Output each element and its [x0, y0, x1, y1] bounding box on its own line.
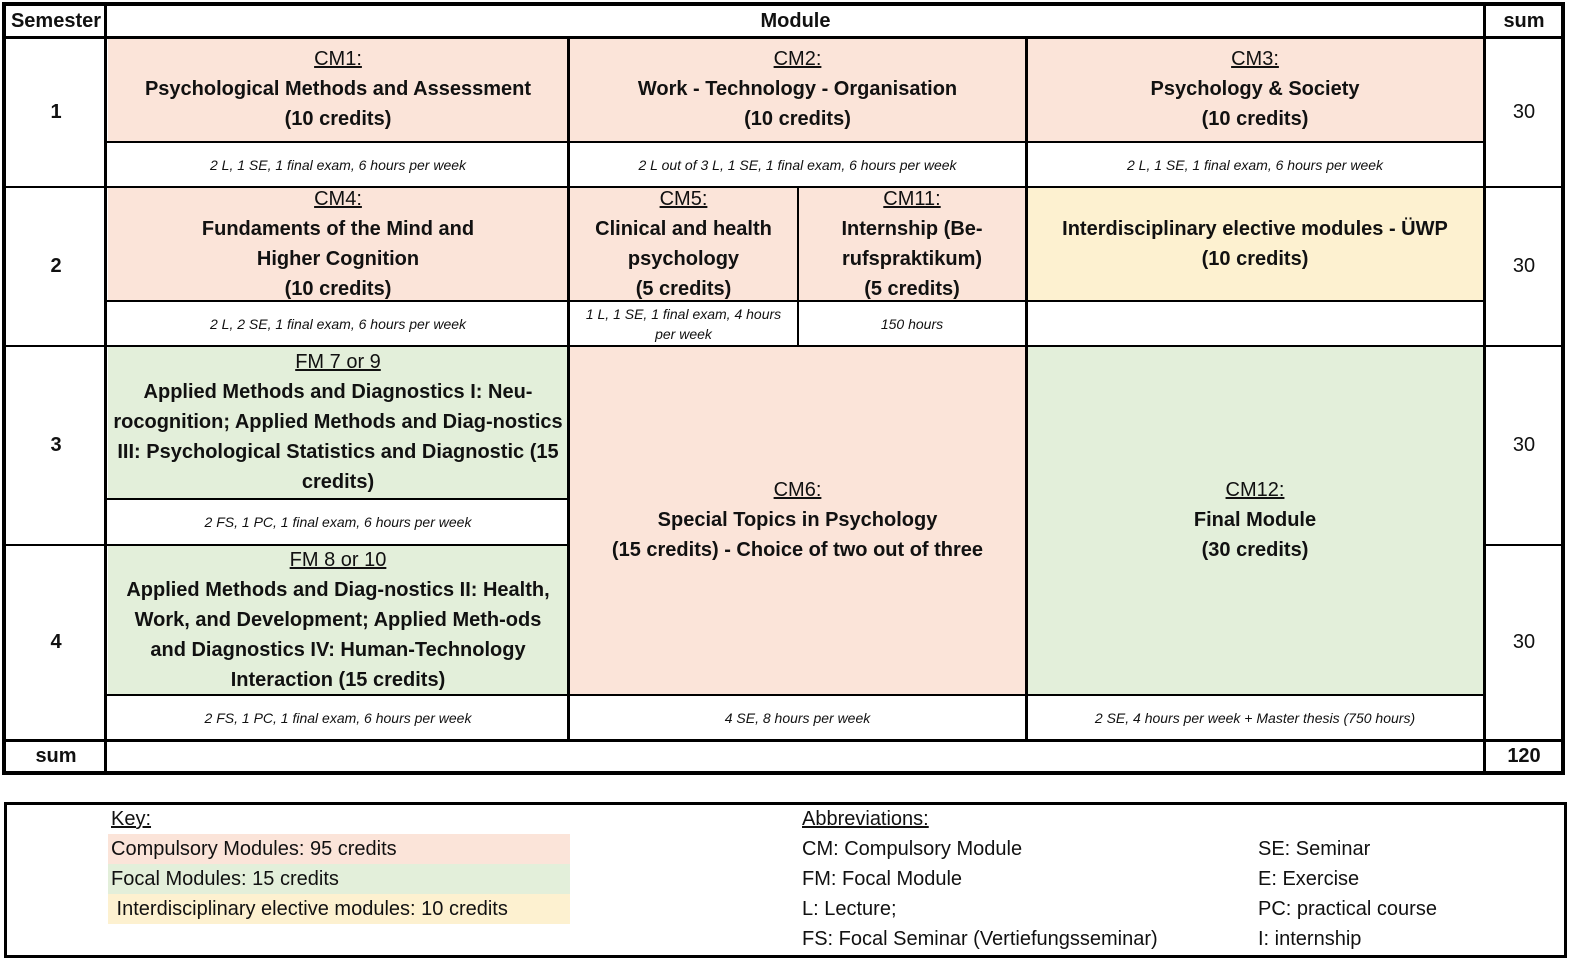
module-cm6: [570, 347, 1025, 694]
module-cm3: [1027, 38, 1483, 141]
module-title-line1: Fundaments of the Mind and: [201, 217, 475, 240]
module-credits: (5 credits): [864, 277, 960, 300]
module-credits: (10 credits): [1201, 248, 1309, 270]
module-fm7-details: 2 FS, 1 PC, 1 final exam, 6 hours per week: [204, 514, 472, 530]
module-cm11-details: 150 hours: [880, 315, 944, 332]
legend-key-title: Key:: [111, 808, 152, 830]
divider: [6, 544, 106, 546]
legend-key-compulsory: Compulsory Modules: 95 credits: [111, 838, 397, 860]
module-title-line1: Internship (Be-: [841, 217, 983, 240]
module-title: Special Topics in Psychology: [657, 509, 938, 531]
table-border-left: [2, 2, 6, 775]
module-credits: (10 credits): [744, 108, 851, 130]
divider: [6, 345, 1563, 347]
divider: [1025, 38, 1028, 740]
module-cm2-details: 2 L out of 3 L, 1 SE, 1 final exam, 6 hours per week: [638, 156, 957, 173]
module-credits: (15 credits) - Choice of two out of three: [611, 539, 984, 561]
semester-1: 1: [50, 100, 62, 123]
module-credits: (10 credits): [1201, 108, 1309, 130]
legend-abbr-item: I: internship: [1258, 928, 1362, 950]
module-title: Psychology & Society: [1150, 78, 1360, 100]
module-fm7: [108, 347, 568, 498]
semester-3-sum: 30: [1512, 434, 1536, 456]
divider: [106, 300, 1485, 302]
footer-sum-total: 120: [1507, 744, 1541, 767]
divider: [6, 739, 1563, 742]
module-fm8-details: 2 FS, 1 PC, 1 final exam, 6 hours per week: [204, 709, 472, 726]
legend-abbr-item: SE: Seminar: [1258, 838, 1371, 860]
divider: [106, 544, 568, 546]
divider: [6, 36, 1563, 39]
module-cm12: [1027, 347, 1483, 694]
module-cm4: [108, 188, 568, 300]
semester-4: 4: [50, 631, 62, 653]
module-credits: (10 credits): [284, 277, 392, 300]
legend-key-elective: Interdisciplinary elective modules: 10 credits: [111, 898, 508, 920]
header-module: Module: [760, 9, 831, 32]
module-title: Interdisciplinary elective modules - ÜWP: [1062, 218, 1448, 240]
semester-2-sum: 30: [1512, 255, 1536, 277]
table-border-top: [2, 2, 1565, 6]
module-fm8: [108, 546, 568, 694]
module-title-line1: Clinical and health: [595, 217, 772, 240]
module-cm1: [108, 38, 568, 141]
module-code: CM11:: [883, 188, 941, 210]
legend-key-focal: Focal Modules: 15 credits: [111, 868, 339, 890]
semester-1-sum: 30: [1512, 100, 1536, 123]
module-title: Applied Methods and Diag-nostics II: Health, Work, and Development; Applied Meth-ods and Diagnostics IV: Human-Technology Interaction (15 credits): [126, 578, 550, 691]
divider: [797, 188, 799, 345]
header-semester: Semester: [10, 9, 102, 32]
legend-abbr-title: Abbreviations:: [802, 808, 929, 830]
module-uwp-details: [1027, 302, 1483, 345]
module-cm1-details: 2 L, 1 SE, 1 final exam, 6 hours per week: [209, 156, 467, 173]
module-cm5-details: 1 L, 1 SE, 1 final exam, 4 hours per week: [585, 305, 782, 342]
divider: [1483, 544, 1563, 546]
divider: [106, 498, 568, 500]
module-credits: (10 credits): [284, 108, 392, 130]
module-uwp: [1027, 188, 1483, 300]
module-cm11: [799, 188, 1025, 300]
module-cm3-details: 2 L, 1 SE, 1 final exam, 6 hours per week: [1126, 156, 1384, 173]
module-credits: (30 credits): [1201, 539, 1309, 561]
module-cm6-details: 4 SE, 8 hours per week: [724, 709, 871, 726]
table-border-bottom: [2, 771, 1565, 775]
divider: [106, 141, 1485, 143]
divider: [106, 694, 1485, 696]
divider: [567, 38, 570, 740]
semester-4-sum: 30: [1512, 631, 1536, 653]
module-code: CM3:: [1231, 48, 1279, 70]
legend-abbr-item: FM: Focal Module: [802, 868, 963, 890]
module-code: FM 8 or 10: [289, 548, 387, 571]
legend-abbr-item: CM: Compulsory Module: [802, 838, 1023, 860]
module-cm5: [570, 188, 797, 300]
module-cm2: [570, 38, 1025, 141]
divider: [104, 6, 107, 771]
module-cm12-details: 2 SE, 4 hours per week + Master thesis (750 hours): [1094, 709, 1416, 726]
module-title-line2: psychology: [627, 247, 740, 270]
module-title-line2: Higher Cognition: [256, 247, 420, 270]
header-sum: sum: [1503, 9, 1545, 32]
module-title: Final Module: [1193, 509, 1317, 531]
module-title: Psychological Methods and Assessment: [144, 78, 532, 100]
table-border-right: [1561, 2, 1565, 775]
legend-abbr-item: FS: Focal Seminar (Vertiefungsseminar): [802, 928, 1158, 950]
semester-2: 2: [50, 255, 62, 277]
legend-abbr-item: L: Lecture;: [802, 898, 897, 920]
semester-3: 3: [50, 434, 62, 456]
legend-abbr-item: PC: practical course: [1258, 898, 1437, 920]
module-code: CM12:: [1225, 479, 1285, 501]
module-code: CM6:: [773, 479, 822, 501]
module-cm4-details: 2 L, 2 SE, 1 final exam, 6 hours per week: [209, 315, 467, 332]
divider: [1483, 6, 1486, 771]
module-code: CM1:: [314, 48, 362, 70]
legend-abbr-item: E: Exercise: [1258, 868, 1360, 890]
footer-sum-label: sum: [35, 744, 77, 767]
module-title: Work - Technology - Organisation: [637, 78, 958, 100]
module-title-line2: rufspraktikum): [841, 247, 983, 270]
divider: [6, 186, 1563, 188]
module-code: CM5:: [659, 188, 708, 210]
module-code: CM4:: [314, 188, 362, 210]
module-code: FM 7 or 9: [295, 351, 381, 373]
module-credits: (5 credits): [635, 277, 732, 300]
module-title: Applied Methods and Diagnostics I: Neu-rocognition; Applied Methods and Diag-nostics III: Psychological Statistics and Diagnostic (15 credits): [113, 381, 563, 493]
module-code: CM2:: [773, 48, 822, 70]
